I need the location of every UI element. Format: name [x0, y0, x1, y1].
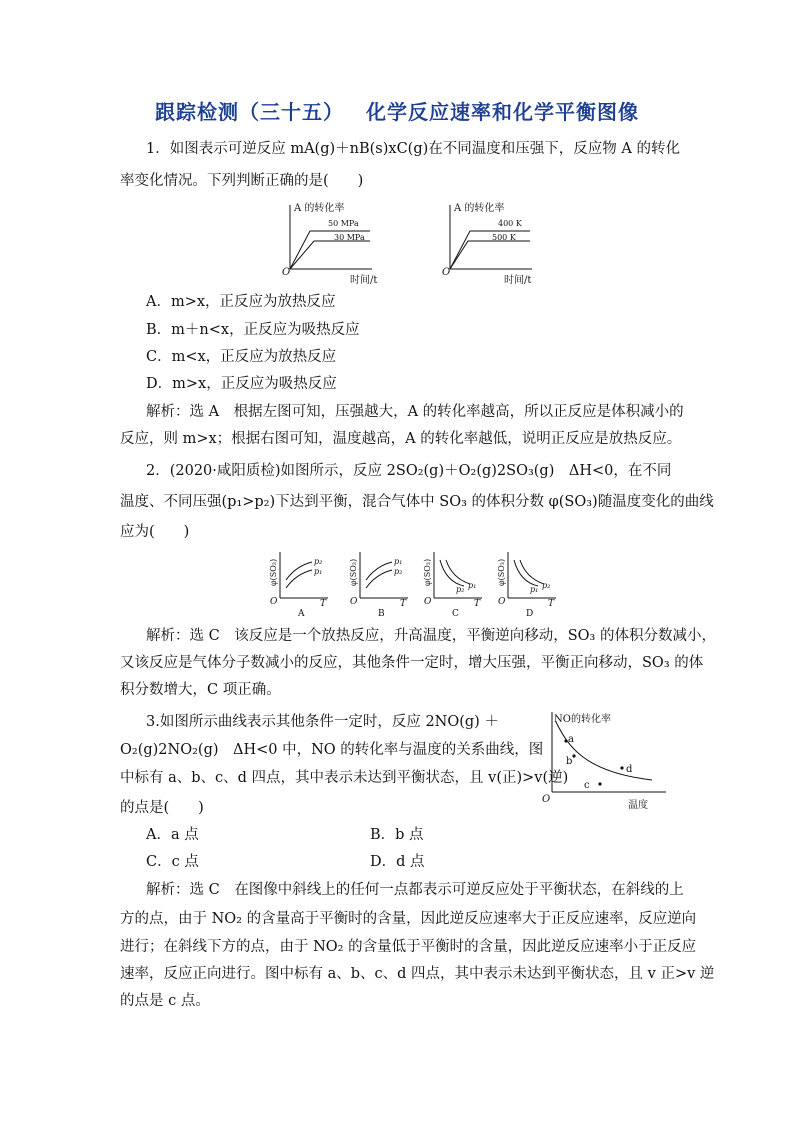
q2-analysis-line1: 解析：选 C 该反应是一个放热反应，升高温度，平衡逆向移动，SO₃ 的体积分数减小， [146, 628, 716, 644]
fig-xlabel: 温度 [628, 800, 648, 810]
q1-figure-left [280, 197, 380, 285]
point-b-label: b [566, 756, 573, 767]
panel-origin: O [270, 597, 278, 607]
q2-panel-a [266, 548, 332, 620]
q2-stem-line2: 温度、不同压强(p₁>p₂)下达到平衡，混合气体中 SO₃ 的体积分数 φ(SO₃)随温度变化的曲线 [120, 494, 714, 510]
q3-stem-line1: 3.如图所示曲线表示其他条件一定时，反应 2NO(g) ＋ [146, 714, 499, 730]
panel-xlabel: T [548, 599, 555, 609]
panel-ylabel: φ(SO₃) [497, 558, 506, 586]
curve1-label: 400 K [498, 219, 522, 228]
q1-stem-line1: 1．如图表示可逆反应 mA(g)＋nB(s)xC(g)在不同温度和压强下，反应物 A 的转化 [146, 141, 680, 157]
panel-xlabel: T [320, 599, 327, 609]
q2-panel-c [420, 548, 486, 620]
point-a-label: a [568, 734, 574, 745]
q1-option-a: A．m>x，正反应为放热反应 [146, 294, 336, 310]
q2-analysis-line3: 积分数增大，C 项正确。 [120, 682, 281, 698]
curve-top-label: p₂ [456, 585, 465, 594]
curve-bottom [286, 570, 312, 588]
point-b [572, 754, 575, 757]
panel-origin: O [498, 597, 506, 607]
fig-origin: O [282, 267, 291, 278]
point-d-label: d [626, 764, 633, 775]
title-part1: 跟踪检测（三十五） [155, 100, 344, 124]
curve-bottom-label: p₂ [394, 567, 403, 576]
q1-option-c: C．m<x，正反应为放热反应 [146, 349, 337, 365]
curve2-label: 500 K [492, 233, 516, 242]
q1-figure-right [440, 197, 540, 285]
point-c [598, 782, 601, 785]
fig-ylabel: NO的转化率 [554, 714, 611, 725]
curve-top-label: p₁ [530, 585, 539, 594]
title-part2: 化学反应速率和化学平衡图像 [366, 100, 639, 124]
q2-panel-b [346, 548, 412, 620]
panel-ylabel: φ(SO₃) [423, 558, 432, 586]
panel-origin: O [424, 597, 432, 607]
page-title [0, 96, 794, 125]
q3-analysis-line4: 速率，反应正向进行。图中标有 a、b、c、d 四点，其中表示未达到平衡状态，且 v 正>v 逆 [120, 966, 715, 982]
panel-label: A [298, 609, 305, 619]
q2-stem-line3: 应为( ) [120, 524, 190, 540]
curve-top-label: p₁ [394, 557, 403, 566]
fig-ylabel: A 的转化率 [294, 203, 345, 214]
q3-figure [540, 706, 670, 810]
curve2-label: 30 MPa [334, 233, 365, 242]
q1-stem-line2: 率变化情况。下列判断正确的是( ) [120, 173, 364, 189]
curve1-label: 50 MPa [328, 219, 359, 228]
panel-ylabel: φ(SO₃) [269, 558, 278, 586]
panel-label: C [452, 609, 459, 619]
curve-bottom-label: p₂ [542, 581, 551, 590]
q3-option-c: C．c 点 [146, 854, 199, 870]
panel-label: D [526, 609, 534, 619]
equilibrium-curve [556, 722, 652, 780]
fig-xlabel: 时间/t [350, 275, 378, 285]
q3-analysis-line2: 方的点，由于 NO₂ 的含量高于平衡时的含量，因此逆反应速率大于正反应速率，反应逆向 [120, 911, 697, 927]
q2-stem-line1: 2．(2020·咸阳质检)如图所示，反应 2SO₂(g)＋O₂(g)2SO₃(g) ΔH<0，在不同 [146, 463, 672, 479]
point-d [620, 766, 623, 769]
fig-xlabel: 时间/t [504, 275, 532, 285]
panel-origin: O [350, 597, 358, 607]
q2-panel-d [494, 548, 560, 620]
curve-bottom [520, 560, 544, 584]
curve-bottom [366, 570, 392, 588]
panel-xlabel: T [474, 599, 481, 609]
panel-label: B [378, 609, 385, 619]
q3-option-d: D．d 点 [370, 854, 425, 870]
curve-bottom [446, 560, 470, 584]
panel-xlabel: T [400, 599, 407, 609]
curve-bottom-label: p₁ [468, 581, 477, 590]
fig-origin: O [442, 267, 451, 278]
q3-stem-line2: O₂(g)2NO₂(g) ΔH<0 中，NO 的转化率与温度的关系曲线，图 [120, 742, 544, 758]
q2-analysis-line2: 又该反应是气体分子数减小的反应，其他条件一定时，增大压强，平衡正向移动，SO₃ 的体 [120, 655, 704, 671]
fig-ylabel: A 的转化率 [454, 203, 505, 214]
q1-analysis-line2: 反应，则 m>x；根据右图可知，温度越高，A 的转化率越低，说明正反应是放热反应。 [120, 431, 682, 447]
panel-ylabel: φ(SO₃) [349, 558, 358, 586]
q3-option-b: B．b 点 [370, 827, 424, 843]
fig-origin: O [542, 794, 551, 805]
curve-top [440, 560, 464, 586]
q3-stem-line4: 的点是( ) [120, 800, 204, 816]
q1-option-b: B．m＋n<x，正反应为吸热反应 [146, 322, 360, 338]
q1-option-d: D．m>x，正反应为吸热反应 [146, 376, 337, 392]
q3-analysis-line1: 解析：选 C 在图像中斜线上的任何一点都表示可逆反应处于平衡状态，在斜线的上 [146, 882, 684, 898]
q3-analysis-line5: 的点是 c 点。 [120, 993, 210, 1009]
curve-top [514, 560, 538, 586]
q1-analysis-line1: 解析：选 A 根据左图可知，压强越大，A 的转化率越高，所以正反应是体积减小的 [146, 404, 684, 420]
q3-option-a: A．a 点 [146, 827, 199, 843]
curve-bottom-label: p₁ [314, 567, 323, 576]
q3-analysis-line3: 进行；在斜线下方的点，由于 NO₂ 的含量低于平衡时的含量，因此逆反应速率小于正反应 [120, 939, 697, 955]
point-c-label: c [584, 780, 590, 791]
q3-stem-line3: 中标有 a、b、c、d 四点，其中表示未达到平衡状态，且 v(正)>v(逆) [120, 770, 569, 786]
curve-top-label: p₂ [314, 557, 323, 566]
